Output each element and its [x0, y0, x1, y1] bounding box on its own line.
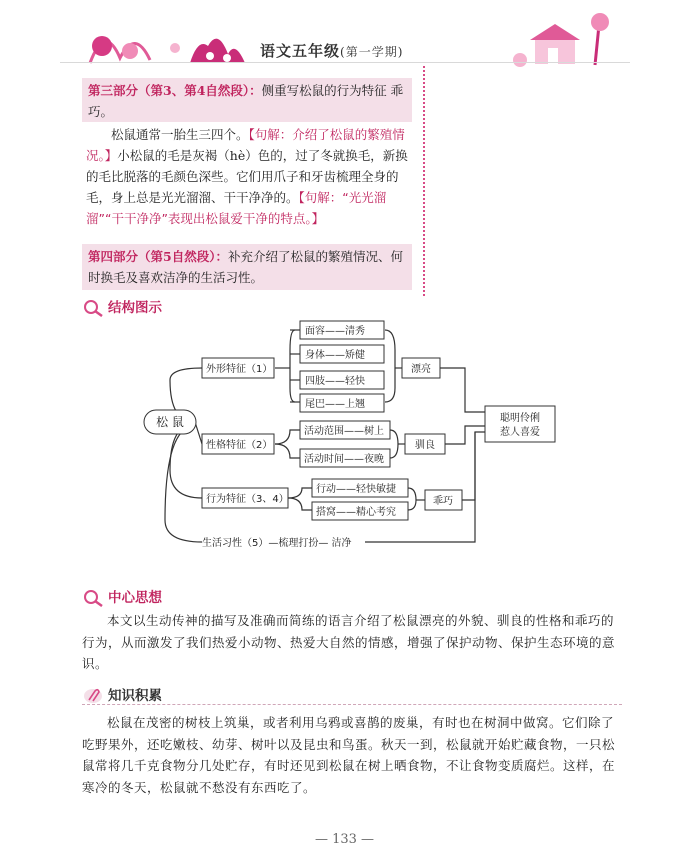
time-node: 活动时间——夜晚 — [304, 454, 384, 465]
root-node: 松 鼠 — [156, 415, 184, 429]
tame-node: 驯良 — [415, 440, 435, 451]
nest-node: 搭窝——精心考究 — [316, 507, 396, 518]
paragraph-1-text-a: 松鼠通常一胎生三四个。 — [111, 127, 249, 142]
clever-node: 乖巧 — [433, 496, 453, 507]
part3-heading: 第三部分（第3、第4自然段）： — [88, 83, 262, 98]
structure-section-title: 结构图示 — [82, 296, 162, 317]
column-divider — [423, 66, 425, 296]
part4-heading: 第四部分（第5自然段）： — [88, 249, 228, 264]
structure-diagram — [140, 320, 560, 555]
summary-line-2: 惹人喜爱 — [500, 427, 540, 438]
part4-text: 补充介绍了松鼠的繁殖情况、何时换毛及喜欢洁净的生活习性。 — [88, 249, 403, 285]
limbs-node: 四肢——轻快 — [305, 376, 365, 387]
paragraph-1-note-b: 【句解：“光光溜溜”“干干净净”表现出松鼠爱干净的特点。】 — [86, 190, 387, 226]
header-decoration-left — [80, 18, 260, 68]
action-node: 行动——轻快敏捷 — [316, 484, 396, 495]
appearance-node: 外形特征（1） — [206, 364, 273, 375]
magnifier-icon — [82, 299, 104, 317]
header-decoration-right — [510, 10, 620, 68]
header-divider — [60, 62, 630, 63]
header-title: 语文五年级(第一学期) — [260, 42, 404, 60]
behavior-node: 行为特征（3、4） — [206, 494, 289, 505]
habit-node: 生活习性（5）—梳理打扮— 洁净 — [202, 538, 352, 549]
part3-text: 侧重写松鼠的行为特征 乖巧。 — [88, 83, 404, 119]
range-node: 活动范围——树上 — [304, 426, 384, 437]
paragraph-1-text-b: 小松鼠的毛是灰褐（hè）色的，过了冬就换毛，新换的毛比脱落的毛颜色深些。它们用爪子和牙齿梳理全身的毛，身上总是光光溜溜、干干净净的。 — [86, 148, 408, 205]
pretty-node: 漂亮 — [411, 364, 431, 375]
part4-box — [82, 244, 412, 290]
body-node: 身体——矫健 — [305, 350, 365, 361]
page-number: — 133 — — [314, 832, 375, 847]
paragraph-1-note-a: 【句解：介绍了松鼠的繁殖情况。】 — [86, 127, 405, 163]
knowledge-title: 知识积累 — [82, 684, 162, 705]
magnifier-icon — [82, 589, 104, 607]
paragraph-1 — [82, 124, 412, 229]
tail-node: 尾巴——上翘 — [305, 399, 365, 410]
summary-line-1: 聪明伶俐 — [500, 413, 540, 424]
knowledge-divider — [82, 704, 622, 705]
central-idea-text: 本文以生动传神的描写及准确而简练的语言介绍了松鼠漂亮的外貌、驯良的性格和乖巧的行为，从而激发了我们热爱小动物、热爱大自然的情感，增强了保护动物、保护生态环境的意识。 — [82, 613, 616, 671]
face-node: 面容——清秀 — [305, 326, 365, 337]
central-idea-title: 中心思想 — [82, 586, 162, 607]
character-node: 性格特征（2） — [206, 440, 273, 451]
part3-box — [82, 78, 412, 122]
paperclip-icon — [82, 687, 104, 705]
knowledge-text: 松鼠在茂密的树枝上筑巢，或者利用乌鸦或喜鹊的废巢，有时也在树洞中做窝。它们除了吃野果外，还吃嫩枝、幼芽、树叶以及昆虫和鸟蛋。秋天一到，松鼠就开始贮藏食物，一只松鼠常将几千克食物分几处贮存，有时还见到松鼠在树上晒食物，不让食物变质腐烂。这样，在寒冷的冬天，松鼠就不愁没有东西吃了。 — [82, 715, 616, 795]
